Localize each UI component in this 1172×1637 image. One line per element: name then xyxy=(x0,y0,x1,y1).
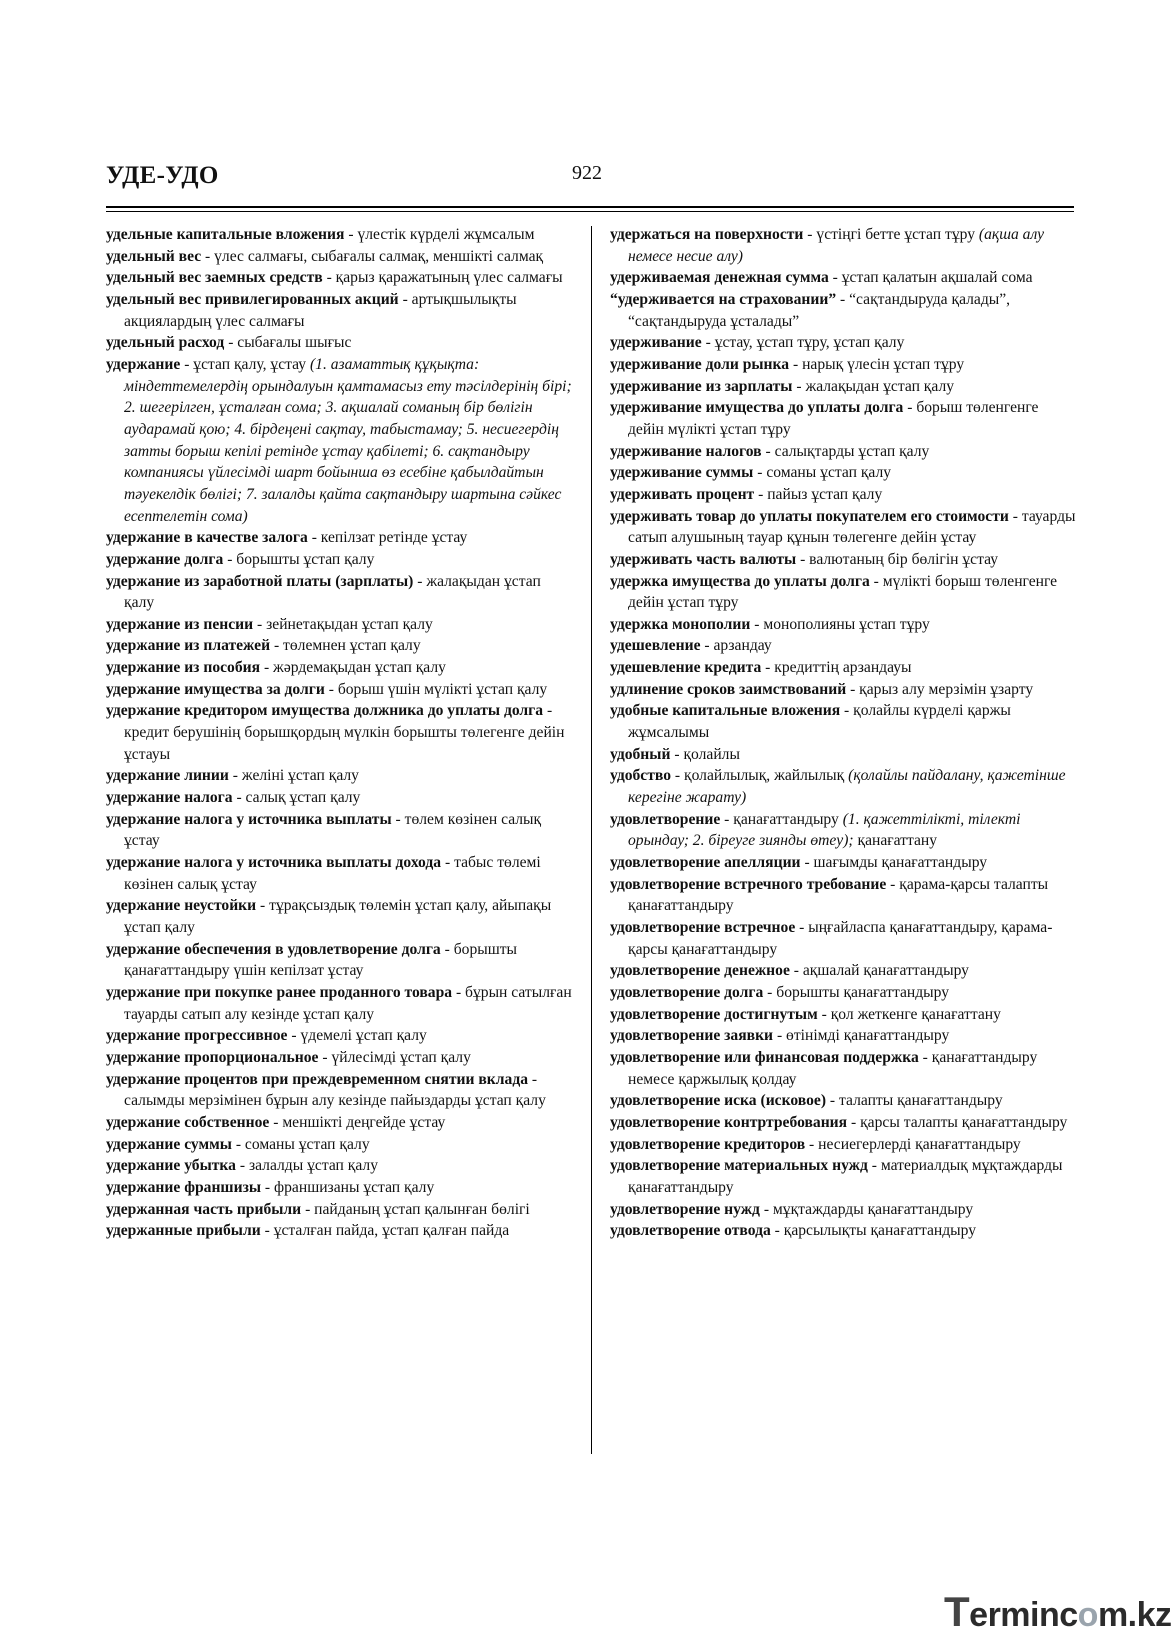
dictionary-entry xyxy=(106,1199,574,1221)
entry-term: удовлетворение апелляции xyxy=(610,854,801,872)
entry-definition: - борыш төленгенге дейін мүлікті ұстап тұру xyxy=(628,399,1039,438)
entry-term: удержание налога у источника выплаты дохода xyxy=(106,854,442,872)
entry-term: удерживать процент xyxy=(610,485,755,503)
entry-definition: - борышты қанағаттандыру xyxy=(763,983,950,1001)
dictionary-entry xyxy=(106,1177,574,1199)
entry-definition: - нарық үлесін ұстап тұру xyxy=(789,355,965,373)
entry-term: удержание имущества за долги xyxy=(106,680,325,698)
entry-definition: - тұрақсыздық төлемін ұстап қалу, айыпақы ұстап қалу xyxy=(124,897,552,936)
entry-definition: - несиегерлерді қанағаттандыру xyxy=(805,1135,1021,1153)
entry-definition: - табыс төлемі көзінен салық ұстау xyxy=(124,854,541,893)
entry-term: удержание долга xyxy=(106,550,224,568)
entry-definition: - монополияны ұстап тұру xyxy=(750,615,930,633)
entry-term: удержаться на поверхности xyxy=(610,226,804,243)
entry-definition: - ақшалай қанағаттандыру xyxy=(789,962,969,980)
entry-term: удержание налога xyxy=(106,789,233,807)
entry-definition-tail: қанағаттану xyxy=(853,832,938,850)
dictionary-entry xyxy=(106,332,574,354)
dictionary-entry xyxy=(610,1199,1078,1221)
entry-definition: - ұстау, ұстап тұру, ұстап қалу xyxy=(701,334,905,352)
entry-term: удобство xyxy=(610,767,671,785)
entry-definition: - сыбағалы шығыс xyxy=(224,334,352,352)
dictionary-entry xyxy=(610,700,1078,743)
entry-term: удержание кредитором имущества должника до уплаты долга xyxy=(106,702,544,720)
dictionary-entry xyxy=(106,354,574,527)
dictionary-entry xyxy=(610,765,1078,808)
entry-term: удельные капитальные вложения xyxy=(106,226,345,243)
entry-term: удовлетворение отвода xyxy=(610,1222,771,1240)
dictionary-entry xyxy=(106,1155,574,1177)
entry-term: удовлетворение или финансовая поддержка xyxy=(610,1048,919,1066)
entry-term: удовлетворение встречное xyxy=(610,919,796,936)
entry-term: удлинение сроков заимствований xyxy=(610,680,847,698)
entry-term: “удерживается на страховании” xyxy=(610,290,837,308)
entry-term: удержка имущества до уплаты долга xyxy=(610,572,870,590)
entry-definition: - үлестік күрделі жұмсалым xyxy=(344,226,535,243)
dictionary-entry xyxy=(610,635,1078,657)
right-column xyxy=(610,224,1078,1242)
dictionary-entry xyxy=(610,397,1078,440)
dictionary-entry xyxy=(610,1134,1078,1156)
entry-term: удержание обеспечения в удовлетворение долга xyxy=(106,940,441,958)
column-divider xyxy=(591,226,592,1454)
entry-definition: - қарсы талапты қанағаттандыру xyxy=(847,1113,1068,1131)
entry-term: удерживать часть валюты xyxy=(610,550,797,568)
entry-term: удовлетворение встречного требование xyxy=(610,875,887,893)
entry-definition: - кредиттің арзандауы xyxy=(761,659,912,677)
dictionary-entry xyxy=(106,246,574,268)
dictionary-entry xyxy=(106,289,574,332)
entry-term: удерживание из зарплаты xyxy=(610,377,793,395)
entry-term: удержание собственное xyxy=(106,1113,270,1131)
dictionary-entry xyxy=(106,1069,574,1112)
entry-term: удержанные прибыли xyxy=(106,1222,261,1240)
entry-term: удобные капитальные вложения xyxy=(610,702,841,720)
dictionary-entry xyxy=(106,635,574,657)
entry-term: удовлетворение иска (исковое) xyxy=(610,1092,827,1110)
entry-term: удержание из платежей xyxy=(106,637,271,655)
entry-term: удержание линии xyxy=(106,767,229,785)
page-number: 922 xyxy=(572,162,602,184)
dictionary-entry xyxy=(610,1155,1078,1198)
dictionary-entry xyxy=(610,657,1078,679)
entry-term: удовлетворение достигнутым xyxy=(610,1005,818,1023)
entry-note: (1. азаматтық құқықта: міндеттемелердің орындалуын қамтамасыз ету тәсілдерінің бірі; 2. шегерілген, ұсталған сома; 3. ақшалай соманың бір бөлігін аударамай қою; 4. бірдеңені сақтау, табыстамау; 5. несиегердің затты борыш кепілі ретінде ұстау қабілеті; 6. сақтандыру компаниясы үйлесімді шарт бойынша өз есебіне қабылдайтын тәуекелдік бөлігі; 7. залалды қайта сақтандыру шартына сәйкес есептелетін сома) xyxy=(124,355,572,525)
dictionary-entry xyxy=(106,765,574,787)
dictionary-entry xyxy=(106,549,574,571)
dictionary-entry xyxy=(610,441,1078,463)
entry-term: удержание из пособия xyxy=(106,659,261,677)
entry-term: удовлетворение денежное xyxy=(610,962,790,980)
entry-definition: - соманы ұстап қалу xyxy=(231,1135,370,1153)
entry-definition: - шағымды қанағаттандыру xyxy=(800,854,988,872)
entry-term: удерживание доли рынка xyxy=(610,355,790,373)
dictionary-entry xyxy=(610,1220,1078,1242)
entry-term: удобный xyxy=(610,745,671,763)
entry-term: удешевление xyxy=(610,637,701,655)
entry-definition: - ыңғайласпа қанағаттандыру, қарама-қарсы қанағаттандыру xyxy=(628,919,1053,958)
dictionary-entry xyxy=(106,614,574,636)
entry-definition: - қолайлы xyxy=(670,745,740,763)
entry-term: удовлетворение кредиторов xyxy=(610,1135,806,1153)
site-logo: Termincom.kz xyxy=(944,1588,1172,1635)
entry-term: удержание налога у источника выплаты xyxy=(106,810,392,828)
entry-term: удовлетворение долга xyxy=(610,983,764,1001)
entry-term: удовлетворение xyxy=(610,810,721,828)
entry-definition: - мүлікті борыш төленгенге дейін ұстап тұру xyxy=(628,572,1058,612)
entry-definition: - “сақтандыруда қалады”, “сақтандыруда ұсталады” xyxy=(628,290,1011,330)
dictionary-entry xyxy=(106,939,574,982)
entry-definition: - қарсылықты қанағаттандыру xyxy=(770,1222,977,1240)
entry-definition: - ұстап қалу, ұстау xyxy=(180,355,310,373)
dictionary-entry xyxy=(106,895,574,938)
entry-definition: - тауарды сатып алушының тауар құнын төлегенге дейін ұстау xyxy=(628,507,1076,547)
entry-definition: - қарыз алу мерзімін ұзарту xyxy=(846,680,1034,698)
dictionary-entry xyxy=(610,224,1078,267)
dictionary-entry xyxy=(106,1047,574,1069)
dictionary-entry xyxy=(610,354,1078,376)
dictionary-entry xyxy=(106,267,574,289)
entry-term: удержание суммы xyxy=(106,1135,232,1153)
entry-definition: - салықтарды ұстап қалу xyxy=(761,442,930,460)
entry-definition: - өтінімді қанағаттандыру xyxy=(773,1027,950,1045)
entry-definition: - жәрдемақыдан ұстап қалу xyxy=(260,659,446,677)
entry-term: удержание процентов при преждевременном снятии вклада xyxy=(106,1070,529,1088)
entry-definition: - материалдық мұқтаждарды қанағаттандыру xyxy=(628,1157,1063,1196)
entry-definition: - меншікті деңгейде ұстау xyxy=(269,1113,446,1131)
entry-definition: - артықшылықты акциялардың үлес салмағы xyxy=(124,290,517,330)
dictionary-entry xyxy=(106,657,574,679)
entry-definition: - қолайлы күрделі қаржы жұмсалымы xyxy=(628,702,1011,742)
dictionary-entry xyxy=(106,982,574,1025)
dictionary-entry xyxy=(610,1047,1078,1090)
dictionary-entry xyxy=(610,332,1078,354)
dictionary-entry xyxy=(106,1112,574,1134)
dictionary-entry xyxy=(106,852,574,895)
dictionary-entry xyxy=(106,679,574,701)
dictionary-entry xyxy=(610,571,1078,614)
entry-definition: - мұқтаждарды қанағаттандыру xyxy=(759,1200,974,1218)
entry-definition: - ұстап қалатын ақшалай сома xyxy=(828,269,1033,287)
entry-term: удержание xyxy=(106,355,181,373)
entry-term: удерживать товар до уплаты покупателем его стоимости xyxy=(610,507,1009,525)
entry-term: удержание из пенсии xyxy=(106,615,254,633)
header-rule-thin xyxy=(106,211,1074,212)
dictionary-entry xyxy=(610,917,1078,960)
dictionary-entry xyxy=(610,484,1078,506)
entry-definition: - борыш үшін мүлікті ұстап қалу xyxy=(324,680,548,698)
entry-definition: - франшизаны ұстап қалу xyxy=(261,1178,435,1196)
entry-definition: - кредит берушінің борышқордың мүлкін борышты төлегенге дейін ұстауы xyxy=(124,702,565,763)
entry-term: удержанная часть прибыли xyxy=(106,1200,302,1218)
dictionary-entry xyxy=(106,1134,574,1156)
dictionary-entry xyxy=(106,700,574,765)
entry-term: удержание убытка xyxy=(106,1157,236,1175)
dictionary-entry xyxy=(610,462,1078,484)
entry-note: (қолайлы пайдалану, қажетінше керегіне жарату) xyxy=(628,767,1066,807)
entry-term: удельный вес привилегированных акций xyxy=(106,290,399,308)
dictionary-entry xyxy=(106,787,574,809)
entry-term: удовлетворение контртребования xyxy=(610,1113,848,1131)
entry-term: удерживание налогов xyxy=(610,442,762,460)
entry-term: удерживание суммы xyxy=(610,464,754,482)
entry-definition: - қанағаттандыру немесе қаржылық қолдау xyxy=(628,1048,1038,1088)
dictionary-entry xyxy=(106,224,574,246)
entry-definition: - талапты қанағаттандыру xyxy=(826,1092,1003,1110)
dictionary-entry xyxy=(610,506,1078,549)
dictionary-entry xyxy=(610,1025,1078,1047)
entry-definition: - төлем көзінен салық ұстау xyxy=(124,810,542,850)
entry-definition: - зейнетақыдан ұстап қалу xyxy=(253,615,433,633)
entry-definition: - бұрын сатылған тауарды сатып алу кезінде ұстап қалу xyxy=(124,983,572,1023)
dictionary-entry xyxy=(610,679,1078,701)
dictionary-entry xyxy=(106,1220,574,1242)
entry-term: удержание франшизы xyxy=(106,1178,262,1196)
dictionary-entry xyxy=(610,267,1078,289)
left-column xyxy=(106,224,574,1242)
dictionary-entry xyxy=(610,852,1078,874)
entry-definition: - үстіңгі бетте ұстап тұру xyxy=(803,226,979,243)
entry-definition: - желіні ұстап қалу xyxy=(228,767,359,785)
dictionary-entry xyxy=(610,549,1078,571)
entry-term: удельный вес заемных средств xyxy=(106,269,323,287)
entry-definition: - пайданың ұстап қалынған бөлігі xyxy=(301,1200,530,1218)
entry-definition: - кепілзат ретінде ұстау xyxy=(307,529,468,547)
entry-definition: - қанағаттандыру xyxy=(720,810,843,828)
dictionary-entry xyxy=(106,1025,574,1047)
entry-term: удержание пропорциональное xyxy=(106,1048,319,1066)
entry-term: удержание прогрессивное xyxy=(106,1027,288,1045)
entry-term: удерживание имущества до уплаты долга xyxy=(610,399,904,417)
dictionary-entry xyxy=(610,1004,1078,1026)
dictionary-entry xyxy=(610,614,1078,636)
entry-definition: - қолайлылық, жайлылық xyxy=(671,767,849,785)
entry-term: удовлетворение нужд xyxy=(610,1200,760,1218)
dictionary-entry xyxy=(106,809,574,852)
entry-term: удельный расход xyxy=(106,334,225,352)
entry-term: удерживаемая денежная сумма xyxy=(610,269,829,287)
entry-definition: - борышты ұстап қалу xyxy=(223,550,375,568)
entry-definition: - үдемелі ұстап қалу xyxy=(287,1027,427,1045)
entry-definition: - залалды ұстап қалу xyxy=(235,1157,379,1175)
dictionary-entry xyxy=(610,982,1078,1004)
dictionary-entry xyxy=(610,744,1078,766)
entry-definition: - төлемнен ұстап қалу xyxy=(270,637,421,655)
dictionary-entry xyxy=(106,527,574,549)
dictionary-entry xyxy=(610,1090,1078,1112)
entry-term: удовлетворение материальных нужд xyxy=(610,1157,868,1175)
dictionary-entry xyxy=(610,289,1078,332)
entry-definition: - үйлесімді ұстап қалу xyxy=(318,1048,471,1066)
entry-definition: - соманы ұстап қалу xyxy=(753,464,892,482)
dictionary-entry xyxy=(610,376,1078,398)
entry-term: удержание в качестве залога xyxy=(106,529,308,547)
entry-definition: - борышты қанағаттандыру үшін кепілзат ұстау xyxy=(124,940,518,980)
entry-note: (ақша алу немесе несие алу) xyxy=(628,226,1044,265)
entry-term: удовлетворение заявки xyxy=(610,1027,774,1045)
entry-definition: - қол жеткенге қанағаттану xyxy=(817,1005,1001,1023)
entry-definition: - үлес салмағы, сыбағалы салмақ, меншікті салмақ xyxy=(201,247,544,265)
dictionary-entry xyxy=(610,1112,1078,1134)
entry-definition: - арзандау xyxy=(700,637,772,655)
dictionary-entry xyxy=(106,571,574,614)
entry-definition: - салымды мерзімінен бұрын алу кезінде пайыздарды ұстап қалу xyxy=(124,1070,546,1110)
entry-definition: - жалақыдан ұстап қалу xyxy=(124,572,541,612)
page-header xyxy=(106,156,1074,196)
entry-definition: - қарама-қарсы талапты қанағаттандыру xyxy=(628,875,1049,915)
entry-definition: - жалақыдан ұстап қалу xyxy=(792,377,955,395)
dictionary-entry xyxy=(610,874,1078,917)
entry-term: удержание из заработной платы (зарплаты) xyxy=(106,572,414,590)
entry-term: удержание неустойки xyxy=(106,897,257,915)
running-head: УДЕ-УДО xyxy=(106,162,219,189)
entry-definition: - салық ұстап қалу xyxy=(232,789,361,807)
entry-term: удержание при покупке ранее проданного товара xyxy=(106,983,453,1001)
entry-term: удельный вес xyxy=(106,247,202,265)
entry-note: (1. қажеттілікті, тілекті орындау; 2. біреуге зиянды өтеу); xyxy=(628,810,1021,850)
entry-definition: - пайыз ұстап қалу xyxy=(754,485,883,503)
header-rule xyxy=(106,206,1074,208)
entry-definition: - валютаның бір бөлігін ұстау xyxy=(796,550,999,568)
entry-term: удешевление кредита xyxy=(610,659,762,677)
dictionary-entry xyxy=(610,809,1078,852)
entry-term: удерживание xyxy=(610,334,702,352)
entry-term: удержка монополии xyxy=(610,615,751,633)
dictionary-entry xyxy=(610,960,1078,982)
entry-definition: - қарыз қаражатының үлес салмағы xyxy=(322,269,563,287)
entry-definition: - ұсталған пайда, ұстап қалған пайда xyxy=(260,1222,510,1240)
